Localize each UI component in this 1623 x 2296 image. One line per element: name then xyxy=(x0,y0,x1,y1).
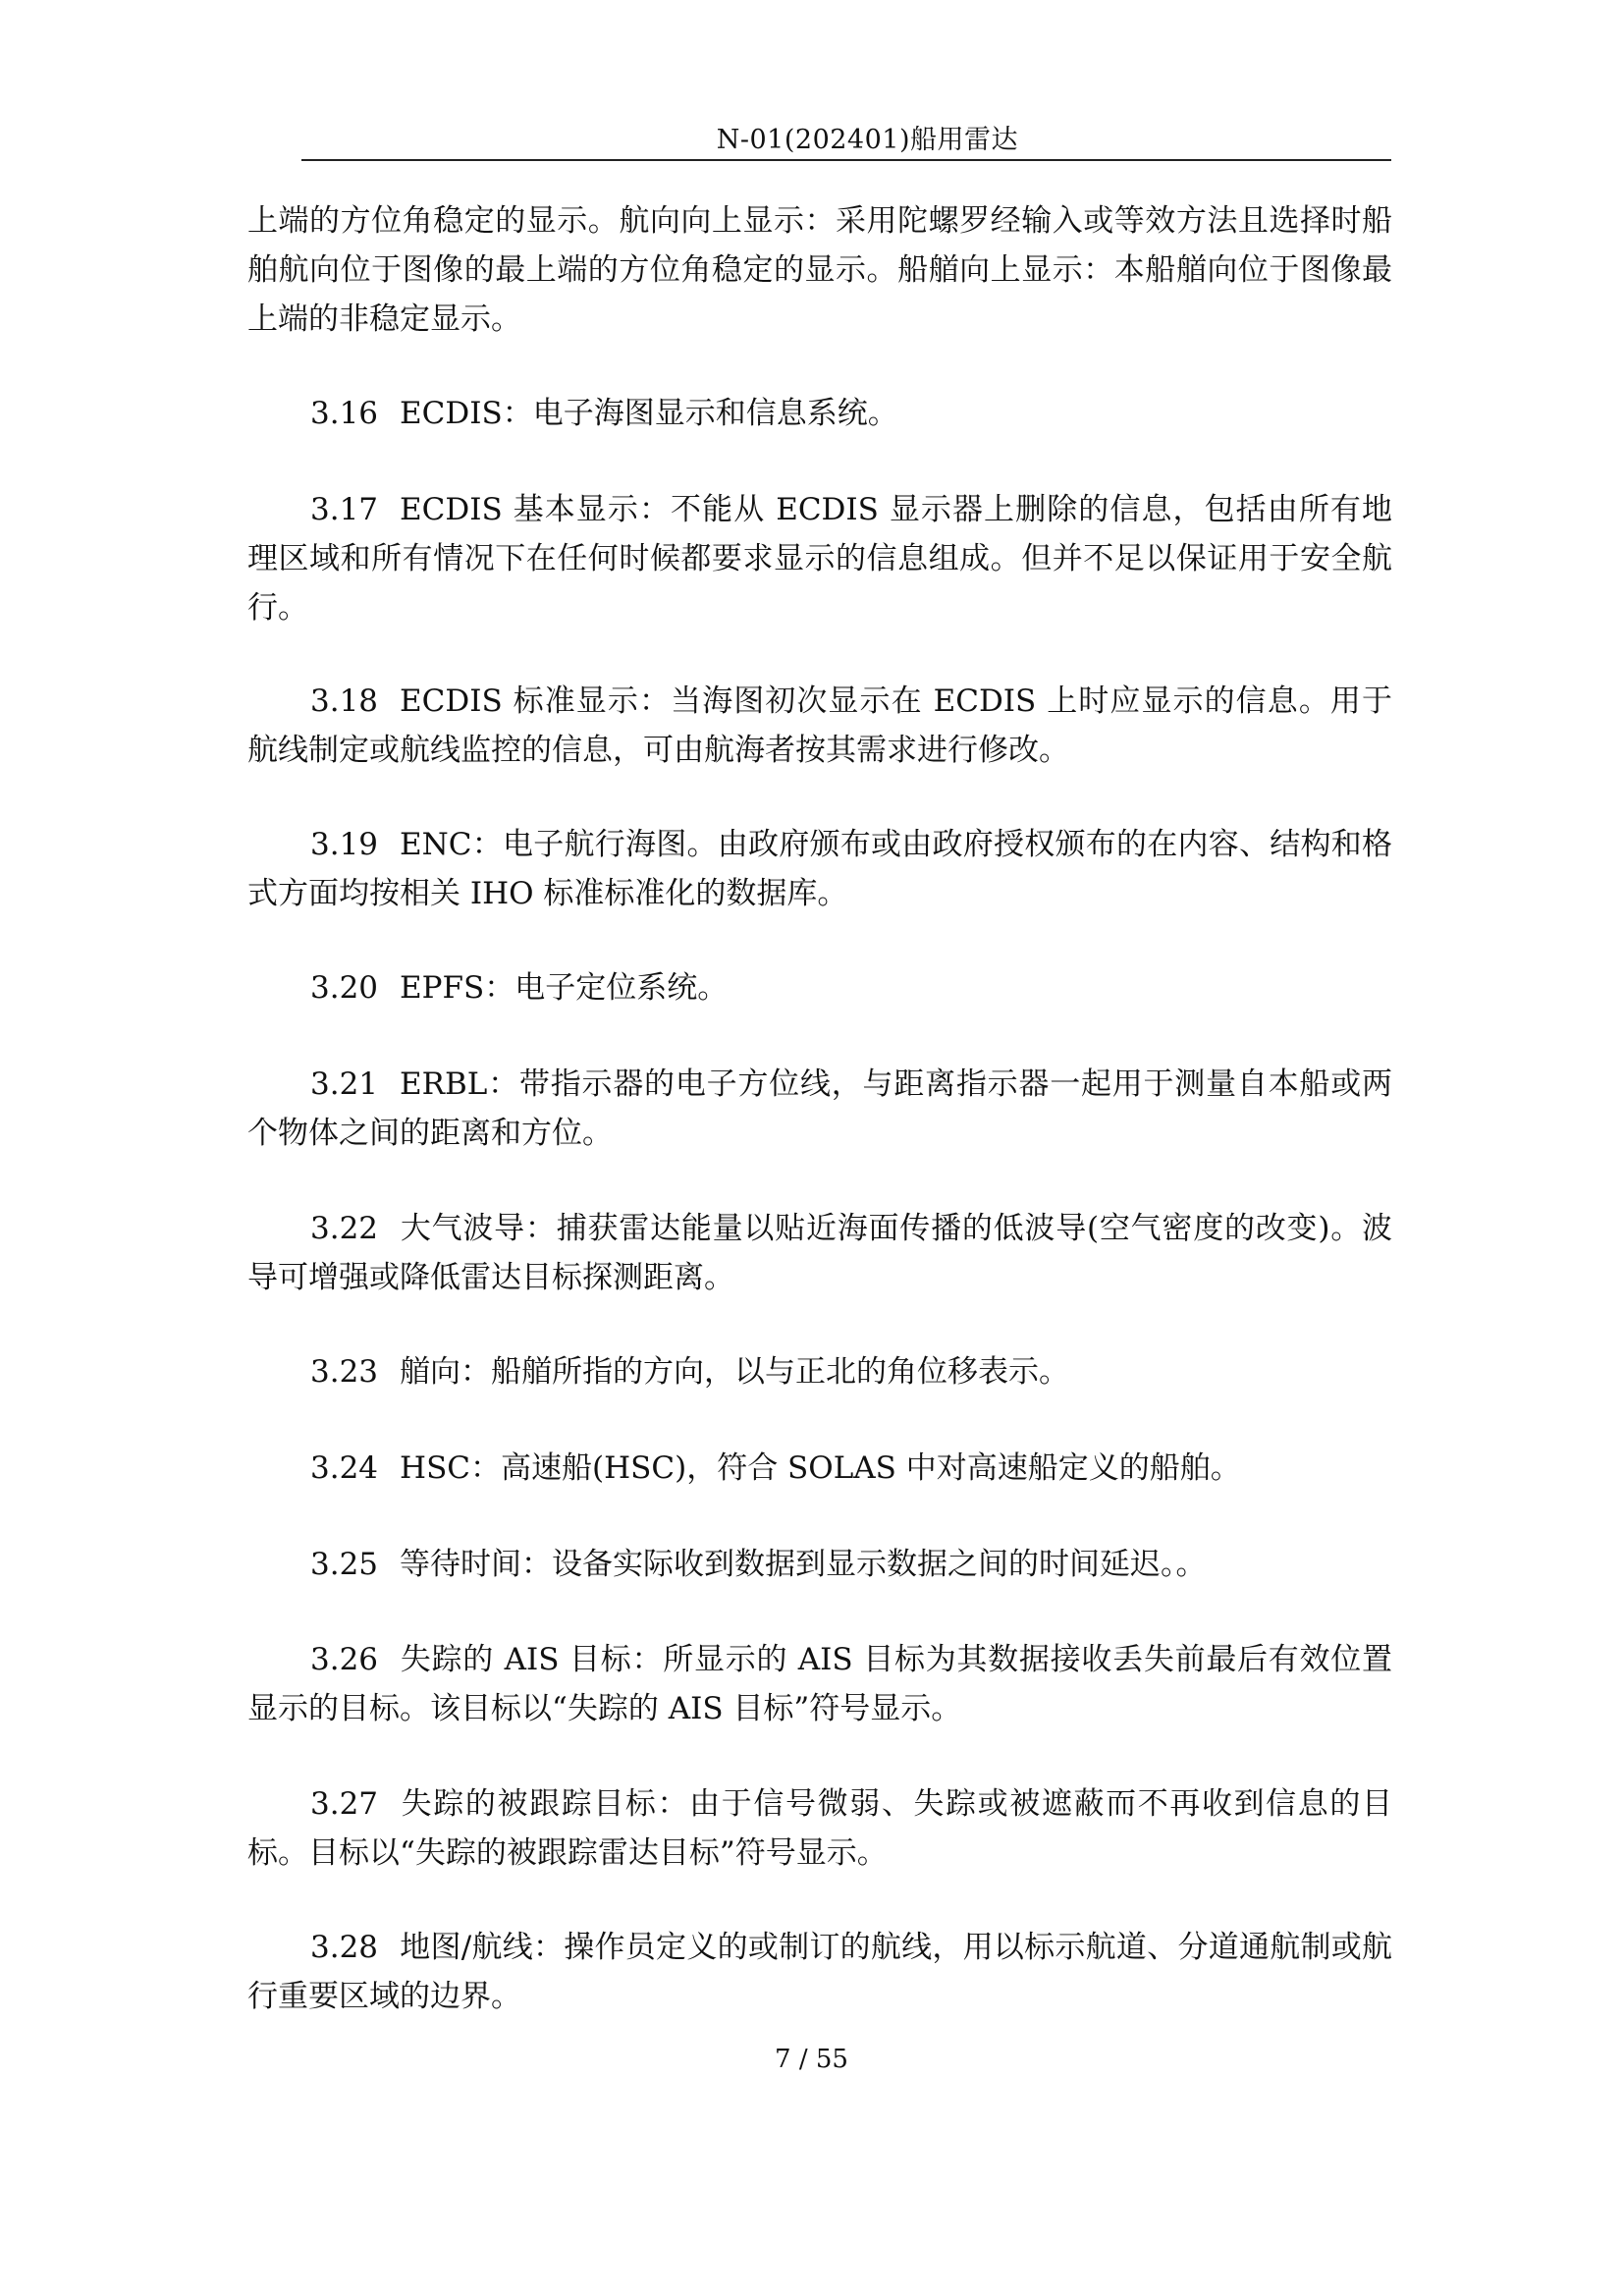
page-number: 7 / 55 xyxy=(775,2045,848,2074)
paragraph-3-25 xyxy=(247,1540,1392,1589)
header-rule xyxy=(301,159,1391,161)
section-number: 3.17 xyxy=(310,492,379,527)
paragraph-text: ECDIS：电子海图显示和信息系统。 xyxy=(400,396,898,431)
paragraph-text: HSC：高速船(HSC)，符合 SOLAS 中对高速船定义的船舶。 xyxy=(400,1450,1241,1486)
paragraph-text: ECDIS 标准显示：当海图初次显示在 ECDIS 上时应显示的信息。用于航线制定或航线监控的信息，可由航海者按其需求进行修改。 xyxy=(247,683,1392,768)
paragraph-text: 失踪的被跟踪目标：由于信号微弱、失踪或被遮蔽而不再收到信息的目标。目标以“失踪的被跟踪雷达目标”符号显示。 xyxy=(247,1786,1392,1871)
paragraph-3-16 xyxy=(247,389,1392,438)
paragraph-3-28 xyxy=(247,1923,1392,2021)
section-number: 3.20 xyxy=(310,970,379,1006)
paragraph-text: 艏向：船艏所指的方向，以与正北的角位移表示。 xyxy=(400,1354,1070,1390)
section-number: 3.21 xyxy=(310,1066,379,1102)
paragraph-text: 大气波导：捕获雷达能量以贴近海面传播的低波导(空气密度的改变)。波导可增强或降低雷达目标探测距离。 xyxy=(247,1211,1392,1295)
paragraph-3-22 xyxy=(247,1204,1392,1302)
section-number: 3.18 xyxy=(310,683,379,719)
paragraph-3-20 xyxy=(247,963,1392,1012)
paragraph-3-24 xyxy=(247,1444,1392,1493)
paragraph-continuation xyxy=(247,196,1392,344)
header-title: N-01(202401)船用雷达 xyxy=(716,125,1018,155)
section-number: 3.27 xyxy=(310,1786,379,1822)
paragraph-3-18 xyxy=(247,677,1392,775)
paragraph-text: ERBL：带指示器的电子方位线，与距离指示器一起用于测量自本船或两个物体之间的距离和方位。 xyxy=(247,1066,1392,1151)
section-number: 3.28 xyxy=(310,1930,379,1965)
paragraph-text: 地图/航线：操作员定义的或制订的航线，用以标示航道、分道通航制或航行重要区域的边界。 xyxy=(247,1930,1392,2014)
section-number: 3.23 xyxy=(310,1354,379,1390)
section-number: 3.19 xyxy=(310,827,379,862)
paragraph-3-27 xyxy=(247,1779,1392,1878)
section-number: 3.26 xyxy=(310,1642,379,1677)
paragraph-text: ENC：电子航行海图。由政府颁布或由政府授权颁布的在内容、结构和格式方面均按相关 IHO 标准标准化的数据库。 xyxy=(247,827,1392,911)
paragraph-3-17 xyxy=(247,485,1392,632)
paragraph-3-21 xyxy=(247,1060,1392,1158)
paragraph-text: 等待时间：设备实际收到数据到显示数据之间的时间延迟。。 xyxy=(400,1547,1207,1582)
section-number: 3.24 xyxy=(310,1450,379,1486)
paragraph-text: EPFS：电子定位系统。 xyxy=(400,970,729,1006)
section-number: 3.16 xyxy=(310,396,379,431)
section-number: 3.25 xyxy=(310,1547,379,1582)
section-number: 3.22 xyxy=(310,1211,379,1246)
paragraph-3-19 xyxy=(247,820,1392,918)
paragraph-text: 上端的方位角稳定的显示。航向向上显示：采用陀螺罗经输入或等效方法且选择时船舶航向位于图像的最上端的方位角稳定的显示。船艏向上显示：本船艏向位于图像最上端的非稳定显示。 xyxy=(247,203,1392,337)
paragraph-3-23 xyxy=(247,1347,1392,1396)
page-header xyxy=(301,116,1391,161)
paragraph-3-26 xyxy=(247,1635,1392,1733)
paragraph-text: ECDIS 基本显示：不能从 ECDIS 显示器上删除的信息，包括由所有地理区域和所有情况下在任何时候都要求显示的信息组成。但并不足以保证用于安全航行。 xyxy=(247,492,1392,626)
paragraph-text: 失踪的 AIS 目标：所显示的 AIS 目标为其数据接收丢失前最后有效位置显示的目标。该目标以“失踪的 AIS 目标”符号显示。 xyxy=(247,1642,1392,1726)
